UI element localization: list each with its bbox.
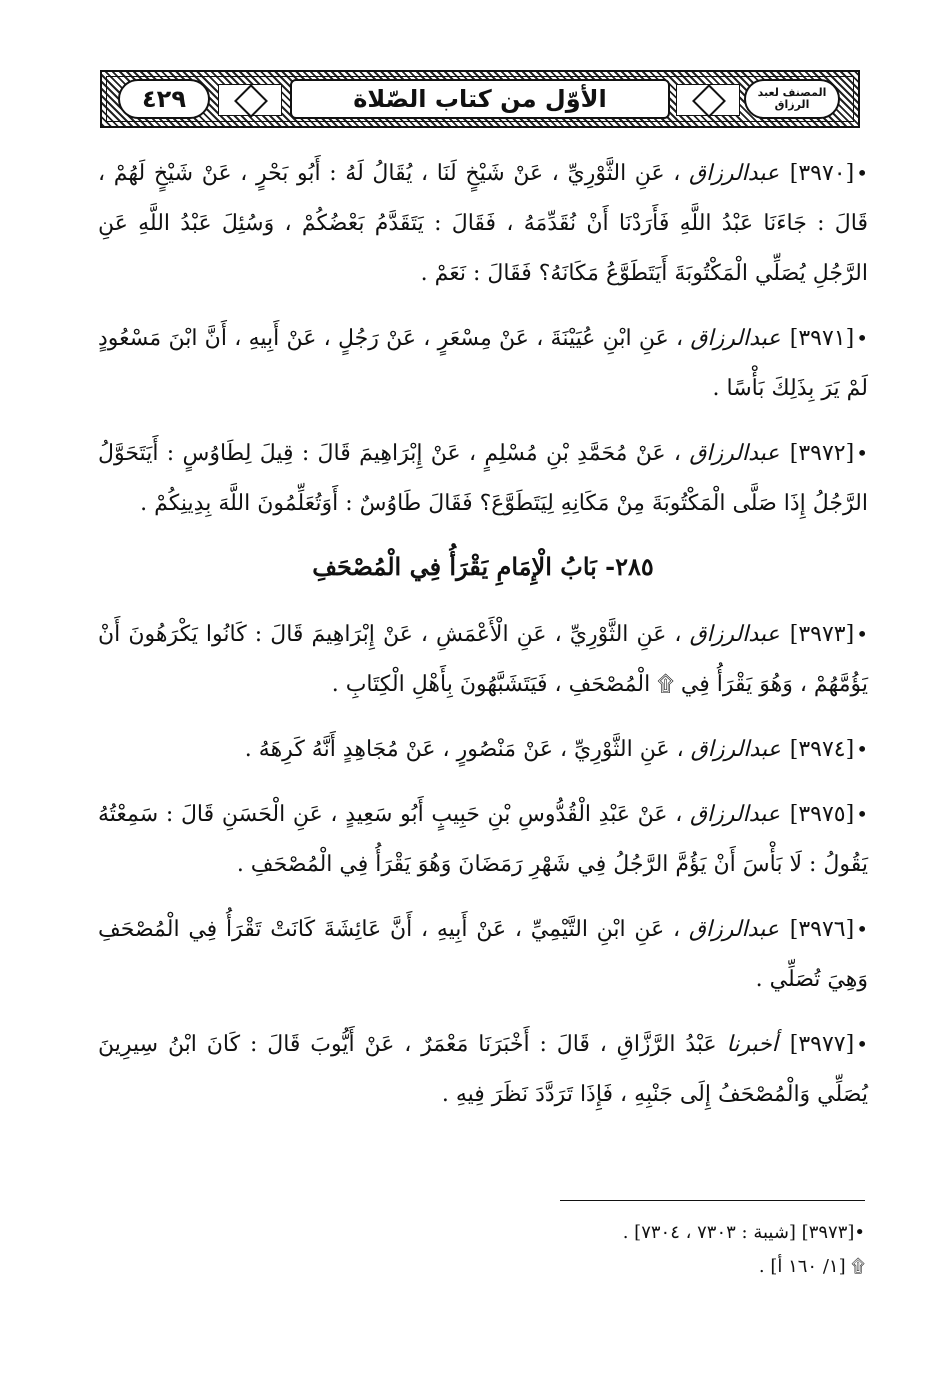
- hadith-text: ، عَنِ الثَّوْرِيِّ ، عَنْ مَنْصُورٍ ، عَنْ مُجَاهِدٍ أَنَّهُ كَرِهَهُ .: [244, 737, 684, 762]
- hadith-paragraph: [98, 1019, 868, 1120]
- hadith-paragraph: [98, 609, 868, 710]
- running-title: الأوّل من كتاب الصّلاة: [353, 85, 607, 113]
- bullet-icon: •: [856, 737, 868, 761]
- ornament-icon: [218, 84, 282, 116]
- hadith-text: عَبْدُ الرَّزَّاقِ ، قَالَ : أَخْبَرَنَا مَعْمَرٌ ، عَنْ أَيُّوبَ قَالَ : كَانَ ابْنُ سِيرِينَ يُصَلِّي وَالْمُصْحَفُ إِلَى جَنْبِهِ ، فَإِذَا تَرَدَّدَ نَظَرَ فِيهِ .: [98, 1032, 868, 1107]
- bullet-icon: •: [856, 1032, 868, 1056]
- hadith-text: ، عَنْ مُحَمَّدِ بْنِ مُسْلِمٍ ، عَنْ إِبْرَاهِيمَ قَالَ : قِيلَ لِطَاوُسٍ : أَيَتَحَوَّلُ الرَّجُلُ إِذَا صَلَّى الْمَكْتُوبَةَ مِنْ مَكَانِهِ لِيَتَطَوَّعَ؟ فَقَالَ طَاوُسٌ : أَوَتُعَلِّمُونَ اللَّهَ بِدِينِكُمْ .: [98, 441, 868, 516]
- hadith-number: [٣٩٧٢]: [789, 441, 855, 466]
- hadith-source: عبدالرزاق: [688, 917, 779, 942]
- hadith-paragraph: [98, 724, 868, 775]
- book-logo-text: المصنف لعبد الرزاق: [757, 86, 827, 111]
- hadith-source: أخبرنا: [726, 1032, 778, 1057]
- hadith-source: عبدالرزاق: [689, 802, 781, 827]
- hadith-source: عبدالرزاق: [690, 737, 781, 762]
- hadith-text: ، عَنِ ابْنِ التَّيْمِيِّ ، عَنْ أَبِيهِ ، أَنَّ عَائِشَةَ كَانَتْ تَقْرَأُ فِي الْمُصْحَفِ وَهِيَ تُصَلِّي .: [98, 917, 868, 992]
- hadith-number: [٣٩٧٦]: [789, 917, 855, 942]
- hadith-text: ، عَنْ عَبْدِ الْقُدُّوسِ بْنِ حَبِيبٍ أَبُو سَعِيدٍ ، عَنِ الْحَسَنِ قَالَ : سَمِعْتُهُ يَقُولُ : لَا بَأْسَ أَنْ يَؤُمَّ الرَّجُلُ فِي شَهْرِ رَمَضَانَ وَهُوَ يَقْرَأُ فِي الْمُصْحَفِ .: [98, 802, 868, 877]
- hadith-number: [٣٩٧٧]: [789, 1032, 855, 1057]
- hadith-text: ، عَنِ الثَّوْرِيِّ ، عَنِ الْأَعْمَشِ ، عَنْ إِبْرَاهِيمَ قَالَ : كَانُوا يَكْرَهُونَ أَنْ يَؤُمَّهُمْ ، وَهُوَ يَقْرَأُ فِي ۩ الْمُصْحَفِ ، فَيَتَشَبَّهُونَ بِأَهْلِ الْكِتَابِ .: [98, 622, 868, 697]
- hadith-number: [٣٩٧٠]: [789, 161, 855, 186]
- hadith-number: [٣٩٧٤]: [789, 737, 855, 762]
- footnote-divider: [560, 1200, 865, 1201]
- bullet-icon: •: [856, 161, 868, 185]
- page-number-cartouche: [118, 79, 210, 119]
- hadith-number: [٣٩٧٣]: [789, 622, 855, 647]
- book-logo: [744, 79, 840, 119]
- hadith-paragraph: [98, 789, 868, 890]
- hadith-number: [٣٩٧١]: [789, 326, 855, 351]
- ornament-icon: [676, 84, 740, 116]
- hadith-paragraph: [98, 428, 868, 529]
- hadith-paragraph: [98, 904, 868, 1005]
- hadith-source: عبدالرزاق: [689, 622, 780, 647]
- running-title-cartouche: [290, 79, 670, 119]
- page-header: [100, 70, 860, 128]
- bullet-icon: •: [856, 917, 869, 941]
- footnote-line: ۩ [١/ ١٦٠ أ] .: [758, 1256, 865, 1277]
- hadith-source: عبدالرزاق: [689, 161, 780, 186]
- hadith-paragraph: [98, 148, 868, 299]
- hadith-text: ، عَنِ الثَّوْرِيِّ ، عَنْ شَيْخٍ لَنَا ، يُقَالُ لَهُ : أَبُو بَحْرٍ ، عَنْ شَيْخٍ لَهُمْ ، قَالَ : جَاءَنَا عَبْدُ اللَّهِ فَأَرَدْنَا أَنْ نُقَدِّمَهُ ، فَقَالَ : يَتَقَدَّمُ بَعْضُكُمْ ، وَسُئِلَ عَبْدُ اللَّهِ عَنِ الرَّجُلِ يُصَلِّي الْمَكْتُوبَةَ أَيَتَطَوَّعُ مَكَانَهُ؟ فَقَالَ : نَعَمْ .: [98, 161, 868, 286]
- bullet-icon: •: [856, 622, 869, 646]
- hadith-source: عبدالرزاق: [689, 441, 780, 466]
- hadith-text: ، عَنِ ابْنِ عُيَيْنَةَ ، عَنْ مِسْعَرٍ ، عَنْ رَجُلٍ ، عَنْ أَبِيهِ ، أَنَّ ابْنَ مَسْعُودٍ لَمْ يَرَ بِذَلِكَ بَأْسًا .: [98, 326, 868, 401]
- footnote-line: •[٣٩٧٣] [شيبة : ٧٣٠٣ ، ٧٣٠٤] .: [622, 1222, 865, 1243]
- hadith-number: [٣٩٧٥]: [789, 802, 855, 827]
- footnotes: [300, 1216, 865, 1284]
- bullet-icon: •: [856, 802, 868, 826]
- hadith-paragraph: [98, 313, 868, 414]
- bullet-icon: •: [856, 441, 868, 465]
- page-number: ٤٢٩: [142, 85, 186, 113]
- chapter-heading: ٢٨٥- بَابُ الْإِمَامِ يَقْرَأُ فِي الْمُصْحَفِ: [312, 552, 654, 581]
- main-text: [98, 148, 868, 1134]
- hadith-source: عبدالرزاق: [690, 326, 781, 351]
- bullet-icon: •: [856, 326, 868, 350]
